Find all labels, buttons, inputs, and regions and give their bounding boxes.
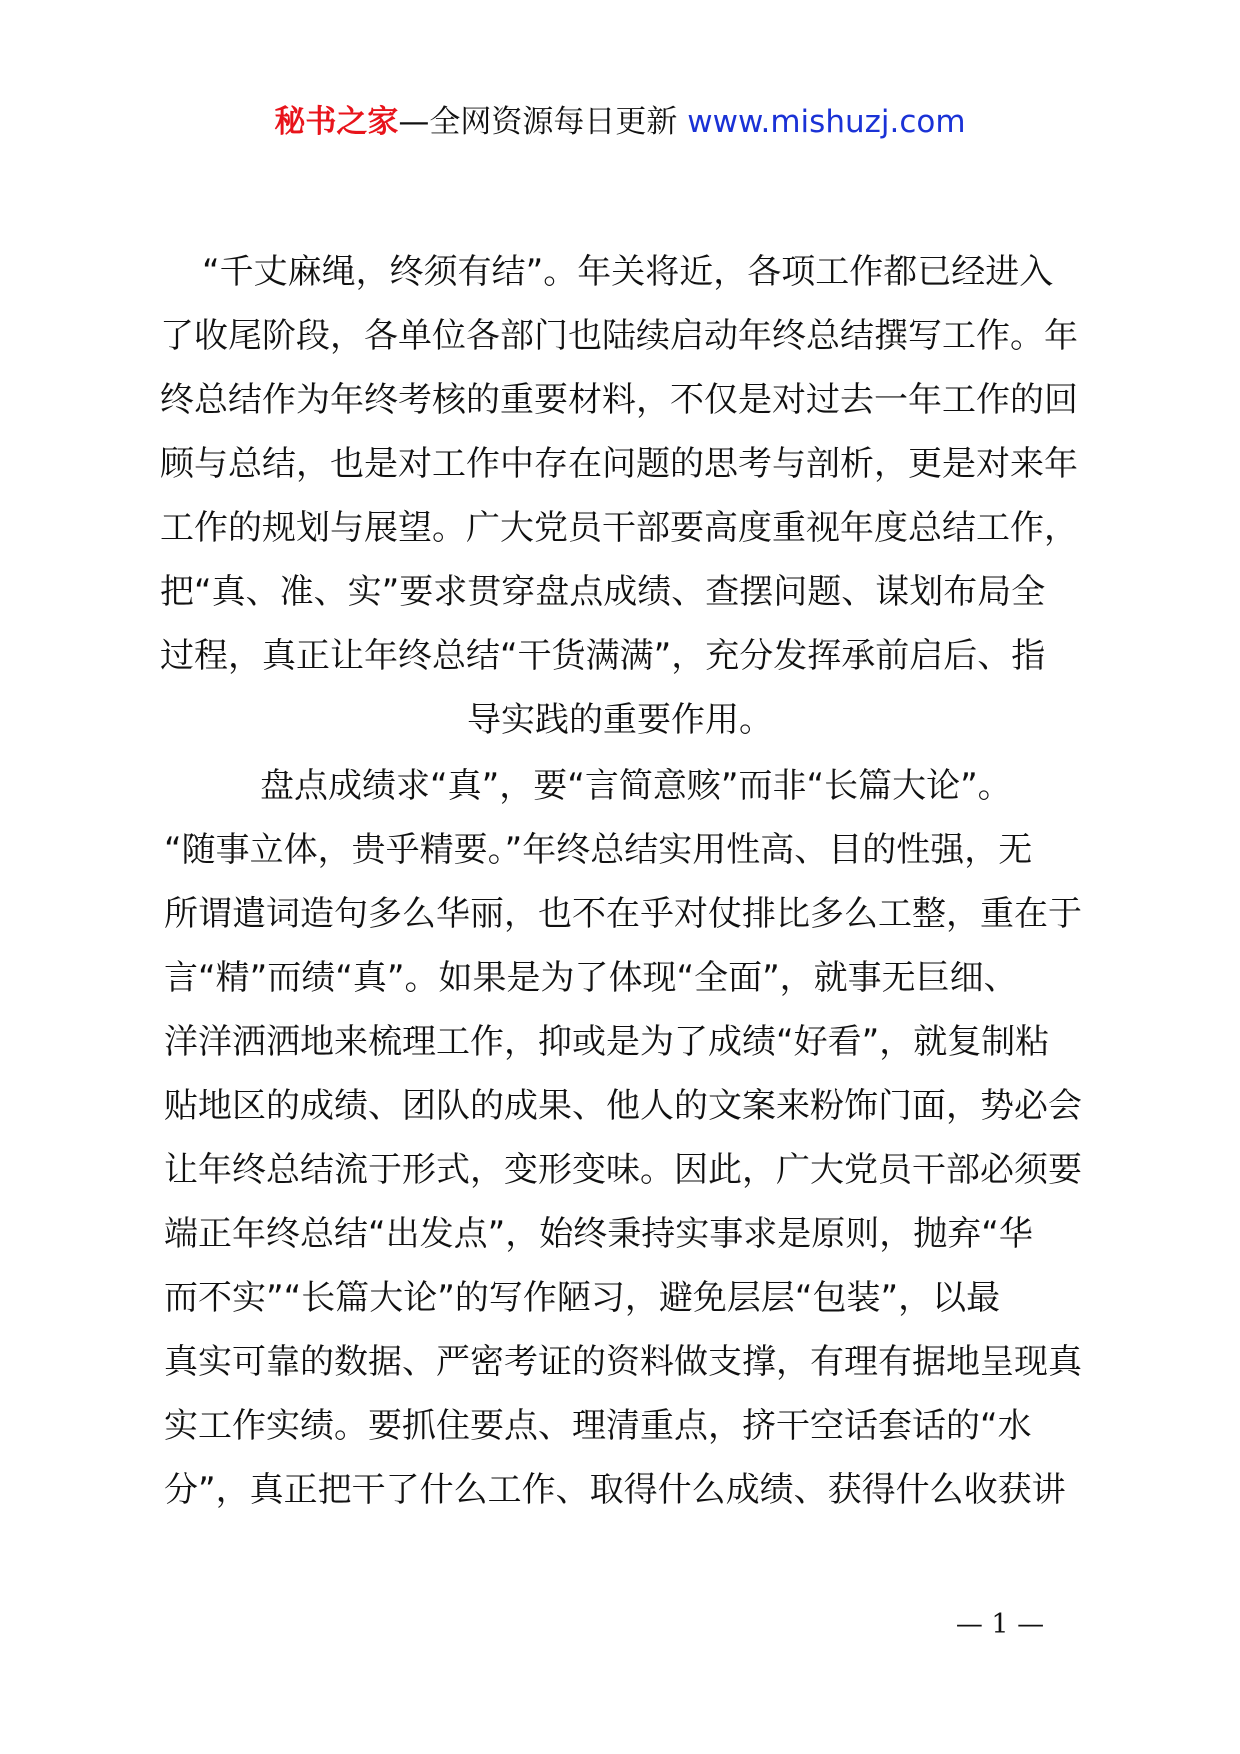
- site-url-link[interactable]: www.mishuzj.com: [687, 104, 966, 140]
- paragraph-line: 而不实”“长篇大论”的写作陋习，避免层层“包装”，以最: [164, 1278, 1001, 1318]
- paragraph-achievements: [164, 754, 1084, 1522]
- paragraph-line: 盘点成绩求“真”，要“言简意赅”而非“长篇大论”。: [260, 766, 1012, 806]
- paragraph-line: “千丈麻绳，终须有结”。年关将近，各项工作都已经进入: [202, 252, 1054, 292]
- paragraph-line: 贴地区的成绩、团队的成果、他人的文案来粉饰门面，势必会: [164, 1086, 1082, 1126]
- paragraph-line: 言“精”而绩“真”。如果是为了体现“全面”，就事无巨细、: [164, 958, 1018, 998]
- paragraph-line: 让年终总结流于形式，变形变味。因此，广大党员干部必须要: [164, 1150, 1082, 1190]
- paragraph-intro: [160, 240, 1080, 752]
- paragraph-line: 导实践的重要作用。: [467, 700, 773, 740]
- paragraph-line: 终总结作为年终考核的重要材料，不仅是对过去一年工作的回: [160, 380, 1078, 420]
- paragraph-line: 真实可靠的数据、严密考证的资料做支撑，有理有据地呈现真: [164, 1342, 1082, 1382]
- brand-name: 秘书之家: [274, 104, 399, 140]
- paragraph-line: “随事立体，贵乎精要。”年终总结实用性高、目的性强，无: [164, 830, 1033, 870]
- paragraph-line: 端正年终总结“出发点”，始终秉持实事求是原则，抛弃“华: [164, 1214, 1033, 1254]
- paragraph-line: 工作的规划与展望。广大党员干部要高度重视年度总结工作，: [160, 508, 1078, 548]
- paragraph-line: 所谓遣词造句多么华丽，也不在乎对仗排比多么工整，重在于: [164, 894, 1082, 934]
- site-header: [0, 102, 1240, 142]
- paragraph-line: 了收尾阶段，各单位各部门也陆续启动年终总结撰写工作。年: [160, 316, 1078, 356]
- paragraph-line: 把“真、准、实”要求贯穿盘点成绩、查摆问题、谋划布局全: [160, 572, 1046, 612]
- page-number: — 1 —: [955, 1609, 1045, 1640]
- paragraph-line: 实工作实绩。要抓住要点、理清重点，挤干空话套话的“水: [164, 1406, 1032, 1446]
- paragraph-line: 分”，真正把干了什么工作、取得什么成绩、获得什么收获讲: [164, 1470, 1066, 1510]
- paragraph-line: 洋洋洒洒地来梳理工作，抑或是为了成绩“好看”，就复制粘: [164, 1022, 1050, 1062]
- slogan: —全网资源每日更新: [398, 104, 678, 140]
- paragraph-line: 顾与总结，也是对工作中存在问题的思考与剖析，更是对来年: [160, 444, 1078, 484]
- paragraph-line: 过程，真正让年终总结“干货满满”，充分发挥承前启后、指: [160, 636, 1046, 676]
